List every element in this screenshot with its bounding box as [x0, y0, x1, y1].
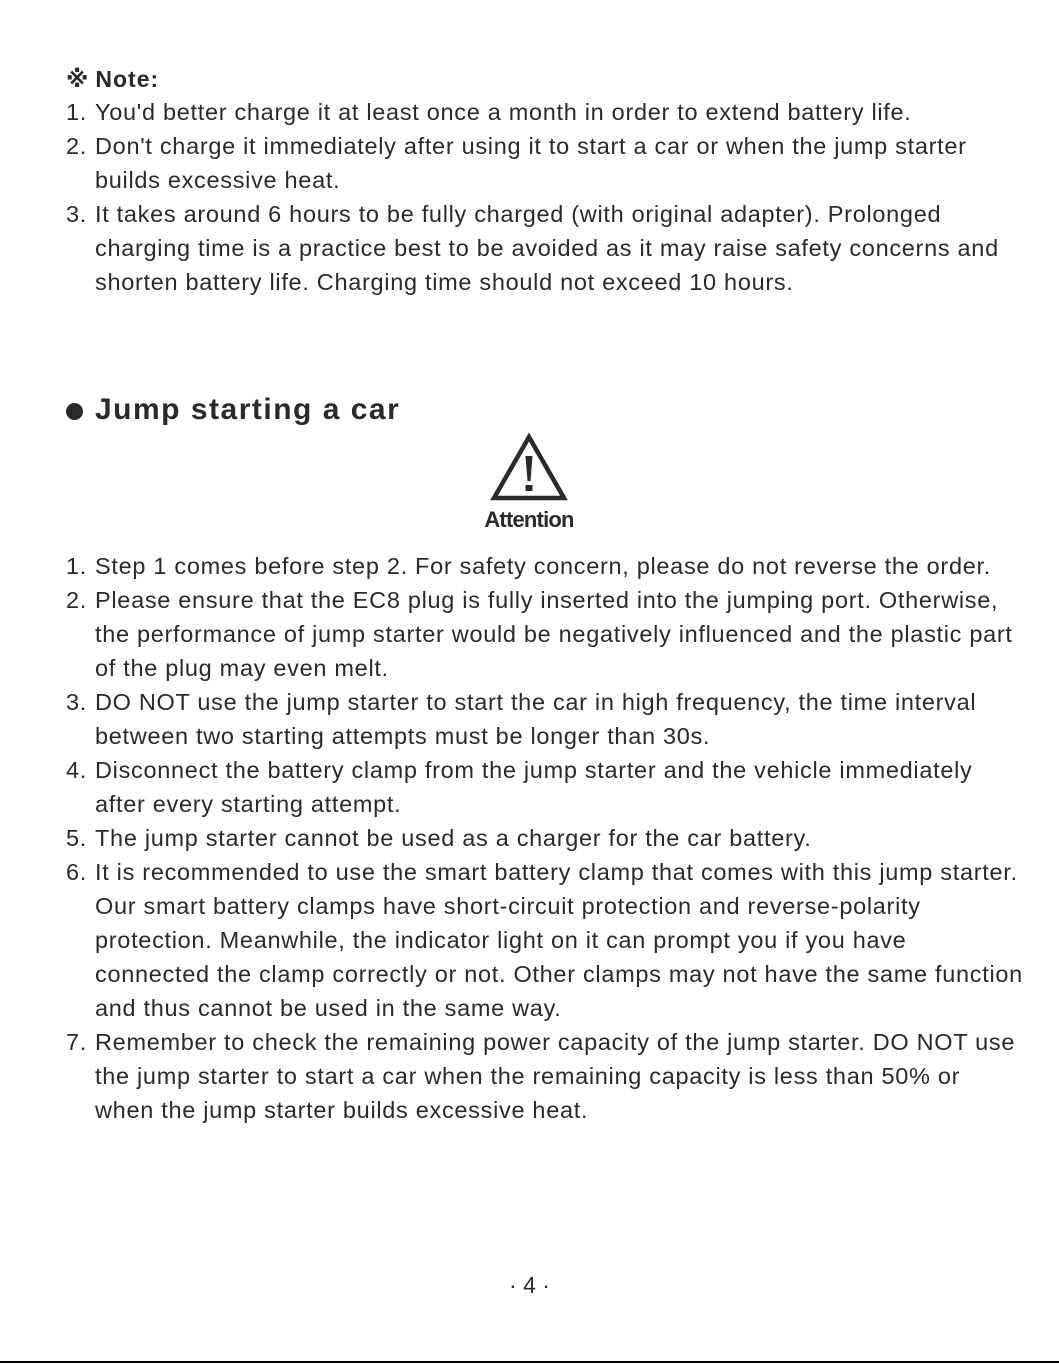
- attention-block: [470, 432, 588, 532]
- note-item: [66, 129, 1026, 197]
- note-heading-label: Note:: [95, 66, 160, 92]
- step-item: [66, 549, 1026, 583]
- step-text: Step 1 comes before step 2. For safety concern, please do not reverse the order.: [95, 553, 991, 579]
- reference-mark-icon: ※: [66, 66, 90, 92]
- note-item-text: Don't charge it immediately after using it to start a car or when the jump starter builds excessive heat.: [95, 133, 967, 193]
- note-item-number: 2.: [66, 133, 87, 159]
- note-item: [66, 197, 1026, 299]
- warning-triangle-icon: [489, 432, 569, 502]
- step-number: 3.: [66, 689, 87, 715]
- note-list: [66, 95, 1026, 299]
- step-text: Remember to check the remaining power capacity of the jump starter. DO NOT use the jump starter to start a car when the remaining capacity is less than 50% or when the jump starter builds excessive heat.: [95, 1029, 1016, 1123]
- note-item: [66, 95, 1026, 129]
- step-text: Please ensure that the EC8 plug is fully inserted into the jumping port. Otherwise, the performance of jump starter would be negatively influenced and the plastic part of the plug may even melt.: [95, 587, 1013, 681]
- note-item-number: 3.: [66, 201, 87, 227]
- step-item: [66, 583, 1026, 685]
- step-item: [66, 855, 1026, 1025]
- step-text: The jump starter cannot be used as a charger for the car battery.: [95, 825, 812, 851]
- step-number: 6.: [66, 859, 87, 885]
- step-item: [66, 821, 1026, 855]
- note-heading: [66, 64, 159, 94]
- step-number: 1.: [66, 553, 87, 579]
- step-number: 5.: [66, 825, 87, 851]
- note-item-number: 1.: [66, 99, 87, 125]
- page-number: · 4 ·: [509, 1272, 550, 1298]
- bottom-divider: [0, 1361, 1059, 1363]
- jump-start-list: [66, 549, 1026, 1127]
- bullet-icon: [66, 403, 83, 420]
- step-number: 2.: [66, 587, 87, 613]
- step-item: [66, 685, 1026, 753]
- step-text: Disconnect the battery clamp from the jump starter and the vehicle immediately after every starting attempt.: [95, 757, 973, 817]
- step-item: [66, 753, 1026, 821]
- section-title: Jump starting a car: [95, 393, 401, 426]
- attention-label: Attention: [484, 507, 574, 532]
- note-item-text: You'd better charge it at least once a month in order to extend battery life.: [95, 99, 912, 125]
- step-item: [66, 1025, 1026, 1127]
- note-item-text: It takes around 6 hours to be fully charged (with original adapter). Prolonged charging time is a practice best to be avoided as it may raise safety concerns and shorten battery life. Charging time should not exceed 10 hours.: [95, 201, 999, 295]
- step-text: DO NOT use the jump starter to start the car in high frequency, the time interval between two starting attempts must be longer than 30s.: [95, 689, 977, 749]
- section-heading: [66, 390, 400, 430]
- step-text: It is recommended to use the smart battery clamp that comes with this jump starter. Our smart battery clamps have short-circuit protection and reverse-polarity protection. Meanwhile, the indicator light on it can prompt you if you have connected the clamp correctly or not. Other clamps may not have the same function and thus cannot be used in the same way.: [95, 859, 1023, 1021]
- step-number: 4.: [66, 757, 87, 783]
- step-number: 7.: [66, 1029, 87, 1055]
